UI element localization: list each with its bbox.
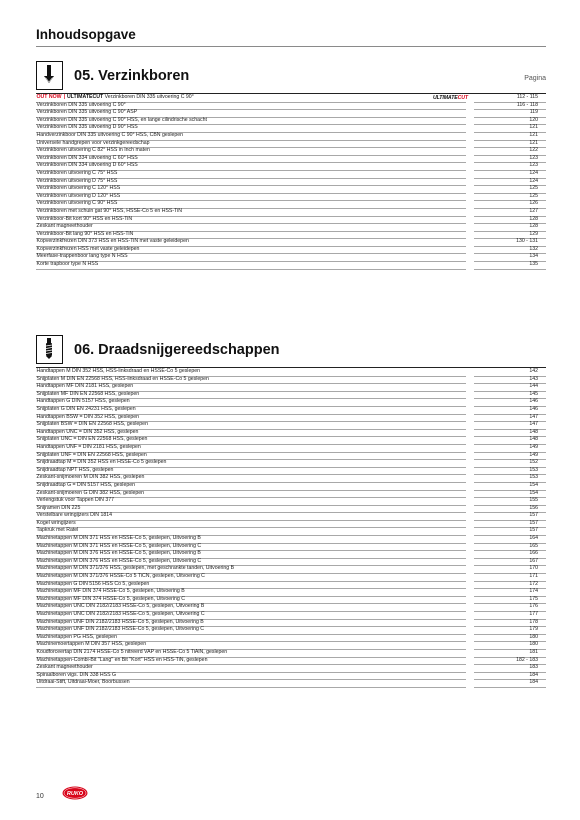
toc-entry-page: 180 — [474, 641, 546, 650]
toc-entry-title: Verzinkboren uitvoering C 75° HSS — [36, 170, 466, 179]
toc-entry-page: 124 — [474, 170, 546, 179]
toc-entry-title: Machinetappen M DIN 376 HSS en HSSE-Co 5, geslepen, Uitvoering C — [36, 558, 466, 567]
toc-row[interactable] — [36, 680, 546, 688]
toc-entry-page: 164 — [474, 535, 546, 544]
toc-entry-title: Handtappen G DIN 5157 HSS, geslepen — [36, 398, 466, 407]
toc-entry-page: 134 — [474, 253, 546, 262]
page-number: 10 — [36, 793, 44, 800]
toc-entry-page: 153 — [474, 474, 546, 483]
toc-entry-page: 142 — [474, 368, 546, 377]
toc-entry-page: 174 — [474, 588, 546, 597]
toc-entry-title: Verzinkboren DIN 334 uitvoering C 60° HSS — [36, 155, 466, 164]
toc-entry-page: 181 — [474, 649, 546, 658]
toc-entry-title: Machinetappen G DIN 5156 HSS Co 5, geslepen — [36, 581, 466, 590]
toc-entry-title: Snijplaten G DIN EN 24231 HSS, geslepen — [36, 406, 466, 415]
toc-entry-page: 175 — [474, 596, 546, 605]
toc-entry-title: Handtappen M DIN 352 HSS, HSS-linksdraad en HSSE-Co 5 geslepen — [36, 368, 466, 377]
section-title: 05. Verzinkboren — [74, 68, 190, 84]
toc-entry-title: Snijplaten UNF = DIN EN 22568 HSS, geslepen — [36, 452, 466, 461]
toc-entry-title: Machinetappen M DIN 371/376 HSS, geslepen, met geschrankte tanden, Uitvoering B — [36, 565, 466, 574]
toc-entry-page: 170 — [474, 565, 546, 574]
toc-entry-title: Verzinkboren uitvoering C 82° HSS in Inch maten — [36, 147, 466, 156]
toc-entry-title: Snijplaten BSW = DIN EN 22568 HSS, geslepen — [36, 421, 466, 430]
toc-entry-page: 179 — [474, 626, 546, 635]
toc-entry-page: 129 — [474, 231, 546, 240]
toc-entry-title: Verzinkboor-Bit kort 90° HSS en HSS-TiN — [36, 216, 466, 225]
toc-entry-page: 177 — [474, 611, 546, 620]
section-draadsnijgereedschappen — [36, 335, 546, 686]
toc-entry-page: 165 — [474, 543, 546, 552]
toc-entry-page: 121 — [474, 124, 546, 133]
toc-entry-title: Verstelbare wringijzers DIN 1814 — [36, 512, 466, 521]
toc-entry-page: 146 — [474, 398, 546, 407]
logo-part-a: ULTIMATE — [432, 94, 458, 101]
toc-entry-title: Verzinkboren met schuin gat 90° HSS, HSSE-Co 5 en HSS-TiN — [36, 208, 466, 217]
toc-entry-title: Snijramen DIN 225 — [36, 505, 466, 514]
toc-entry-page: 146 — [474, 406, 546, 415]
toc-entry-title: Snijdraadtap G = DIN 5157 HSS, geslepen — [36, 482, 466, 491]
toc-entry-page: 125 — [474, 185, 546, 194]
toc-entry-title: Zeskant-snijmoeren G DIN 382 HSS, geslepen — [36, 490, 466, 499]
toc-entry-page: 154 — [474, 482, 546, 491]
brand-name: ULTIMATECUT — [67, 94, 104, 100]
toc-entry-page: 178 — [474, 619, 546, 628]
toc-entry-title: Snijplaten M DIN EN 22568 HSS, HSS-linksdraad en HSSE-Co 5 geslepen — [36, 376, 466, 385]
toc-entry-title: Machinetappen M DIN 371/376 HSSE-Co 5 TiCN, geslepen, Uitvoering C — [36, 573, 466, 582]
toc-entry-page: 184 — [474, 672, 546, 681]
toc-entry-page: 120 — [474, 117, 546, 126]
toc-entry-title: Kogel wringijzers — [36, 520, 466, 529]
section-header — [36, 61, 546, 91]
toc-entry-title: Verzinkboren DIN 335 uitvoering D 90° HSS — [36, 124, 466, 133]
toc-entry-page: 155 — [474, 497, 546, 506]
toc-entry-title: Machinetappen M DIN 371 HSS en HSSE-Co 5, geslepen, Uitvoering C — [36, 543, 466, 552]
toc-entry-title: Machinetappen UNC DIN 2182/2183 HSSE-Co 5, geslepen, Uitvoering C — [36, 611, 466, 620]
toc-entry-title: Verzinkboren DIN 335 uitvoering C 90° ASP — [36, 109, 466, 118]
toc-entry-page: 157 — [474, 520, 546, 529]
toc-entry-title: Meerfase-trappenboor lang type N HSS — [36, 253, 466, 262]
toc-entry-title: Verzinkboren uitvoering C 120° HSS — [36, 185, 466, 194]
toc-entry-page: 119 — [474, 109, 546, 118]
toc-entry-page: 116 - 118 — [474, 102, 546, 111]
toc-entry-page: 147 — [474, 421, 546, 430]
toc-entry-page: 122 — [474, 147, 546, 156]
title-rule — [36, 46, 546, 47]
entry-text: Verzinkboren DIN 335 uitvoering C 90° — [104, 94, 194, 100]
toc-entry-title: Machinetappen UNC DIN 2182/2183 HSSE-Co 5, geslepen, Uitvoering B — [36, 603, 466, 612]
toc-entry-title: Handtappen MF DIN 2181 HSS, geslepen — [36, 383, 466, 392]
toc-entry-page: 128 — [474, 216, 546, 225]
toc-entry-page: 183 — [474, 664, 546, 673]
toc-entry-title: Snijdraadtap NPT HSS, geslepen — [36, 467, 466, 476]
toc-entry-page: 124 — [474, 178, 546, 187]
toc-entry-title: Machinetappen MF DIN 374 HSSE-Co 5, geslepen, Uitvoering B — [36, 588, 466, 597]
toc-entry-page: 176 — [474, 603, 546, 612]
toc-entry-title: Zeskant-snijmoeren M DIN 382 HSS, geslepen — [36, 474, 466, 483]
toc-entry-title: Verzinkboren DIN 335 uitvoering C 90° — [36, 102, 466, 111]
toc-entry-title: Zeskant magneethouder — [36, 664, 466, 673]
toc-entry-page: 125 — [474, 193, 546, 202]
toc-entry-title: Handtappen UNC = DIN 352 HSS, geslepen — [36, 429, 466, 438]
toc-entry-page: 112 - 115 — [474, 94, 546, 103]
toc-entry-title: Kopverzinkfrezen HSS met vaste geleidepen — [36, 246, 466, 255]
toc-entry-title: Kopverzinkfrezen DIN 373 HSS en HSS-TiN met vaste geleidepen — [36, 238, 466, 247]
tap-tool-icon — [36, 335, 63, 364]
toc-entry-title: Handtappen UNF = DIN 2181 HSS, geslepen — [36, 444, 466, 453]
toc-entry-page: 166 — [474, 550, 546, 559]
toc-entry-title: Machinetappen UNF DIN 2182/2183 HSSE-Co 5, geslepen, Uitvoering C — [36, 626, 466, 635]
toc-entry-page: 130 - 131 — [474, 238, 546, 247]
logo-part-b: CUT — [457, 94, 468, 101]
toc-entry-title: Machinemoertappen M DIN 357 HSS, geslepen — [36, 641, 466, 650]
toc-entry-page: 157 — [474, 527, 546, 536]
toc-entry-page: 156 — [474, 505, 546, 514]
toc-entry-page: 127 — [474, 208, 546, 217]
toc-entry-title: Verzinkboren uitvoering C 90° HSS — [36, 200, 466, 209]
toc-entry-page: 149 — [474, 444, 546, 453]
toc-entry-title: Verzinkboren DIN 335 uitvoering C 90° HSS, en lange cilindrische schacht — [36, 117, 466, 126]
toc-entry-title: Verzinkboren uitvoering D 75° HSS — [36, 178, 466, 187]
pagina-label: Pagina — [524, 75, 546, 82]
toc-entry-title: Snijdraadtap M = DIN 352 HSS en HSSE-Co 5 geslepen — [36, 459, 466, 468]
toc-entry-title: Handtappen BSW = DIN 352 HSS, geslepen — [36, 414, 466, 423]
toc-entry-page: 167 — [474, 558, 546, 567]
toc-entry-title: Machinetappen MF DIN 374 HSSE-Co 5, geslepen, Uitvoering C — [36, 596, 466, 605]
ruko-logo — [62, 786, 88, 800]
toc-entry-page: 135 — [474, 261, 546, 270]
countersink-tool-icon — [36, 61, 63, 90]
section-verzinkboren — [36, 61, 546, 268]
toc-entry-page: 147 — [474, 414, 546, 423]
toc-entry-page: 123 — [474, 155, 546, 164]
toc-entry-title: Universele handgrepen voor verzinkgereedschap — [36, 140, 466, 149]
toc-entry-page: 171 — [474, 573, 546, 582]
toc-entry-title: Machinetappen M DIN 376 HSS en HSSE-Co 5, geslepen, Uitvoering B — [36, 550, 466, 559]
toc-entry-page: 184 — [474, 679, 546, 688]
toc-entry-title: Verzinkboren uitvoering D 120° HSS — [36, 193, 466, 202]
toc-entry-page: 132 — [474, 246, 546, 255]
toc-entry-page: 126 — [474, 200, 546, 209]
svg-text:RUKO: RUKO — [66, 791, 84, 797]
toc-entry-title: Machinetappen M DIN 371 HSS en HSSE-Co 5, geslepen, Uitvoering B — [36, 535, 466, 544]
toc-entry-title: Machinetappen-Combi-Bit "Lang" en Bit "Kort" HSS en HSS-TiN, geslepen — [36, 657, 466, 666]
separator: | — [63, 94, 66, 100]
toc-entry-page: 128 — [474, 223, 546, 232]
toc-entry-title: Snijplaten UNC = DIN EN 22568 HSS, geslepen — [36, 436, 466, 445]
toc-entry-title: Spiraalboren vigs. DIN 338 HSS G — [36, 672, 466, 681]
toc-entry-title: Korte trapboor type N HSS — [36, 261, 466, 270]
toc-entry-title: Verzinkboor-Bit lang 90° HSS en HSS-TiN — [36, 231, 466, 240]
toc-entry-page: 121 — [474, 132, 546, 141]
toc-entry-page: 148 — [474, 429, 546, 438]
toc-entry-page: 152 — [474, 459, 546, 468]
toc-entry-page: 172 — [474, 581, 546, 590]
toc-entry-page: 180 — [474, 634, 546, 643]
toc-entry-title: Zeskant magneethouder — [36, 223, 466, 232]
toc-entry-title: Uitdraai-Stift, Uitdraai-Moer, Boorbussen — [36, 679, 466, 688]
toc-row[interactable] — [36, 262, 546, 270]
section-header — [36, 335, 546, 365]
toc-entry-page: 144 — [474, 383, 546, 392]
toc-entry-title: Machinetappen PG HSS, geslepen — [36, 634, 466, 643]
toc-entry-title: Koudforceertap DIN 2174 HSSE-Co 5 nitreerd VAP en HSSE-Co 5 TiAlN, geslepen — [36, 649, 466, 658]
toc-entry-title: Handverzinkboor DIN 335 uitvoering C 90° HSS, CBN geslepen — [36, 132, 466, 141]
toc-entry-title: Machinetappen UNF DIN 2182/2183 HSSE-Co 5, geslepen, Uitvoering B — [36, 619, 466, 628]
toc-entry-page: 123 — [474, 162, 546, 171]
toc-entry-title: Tapkruk met Ratel — [36, 527, 466, 536]
toc-entry-page: 157 — [474, 512, 546, 521]
toc-list — [36, 95, 546, 270]
out-now-badge: OUT NOW — [36, 94, 62, 100]
toc-entry-page: 121 — [474, 140, 546, 149]
toc-entry-title: Verlengstuk voor Tappen DIN 377 — [36, 497, 466, 506]
toc-entry-page: 148 — [474, 436, 546, 445]
toc-entry-title: Verzinkboren DIN 334 uitvoering D 60° HSS — [36, 162, 466, 171]
toc-entry-page: 143 — [474, 376, 546, 385]
toc-entry-page: 153 — [474, 467, 546, 476]
toc-entry-page: 154 — [474, 490, 546, 499]
toc-entry-page: 145 — [474, 391, 546, 400]
toc-entry-page: 182 - 183 — [474, 657, 546, 666]
toc-entry-title: Snijplaten MF DIN EN 22568 HSS, geslepen — [36, 391, 466, 400]
toc-list — [36, 369, 546, 688]
page-title: Inhoudsopgave — [36, 27, 136, 42]
section-title: 06. Draadsnijgereedschappen — [74, 342, 280, 358]
toc-entry-page: 149 — [474, 452, 546, 461]
